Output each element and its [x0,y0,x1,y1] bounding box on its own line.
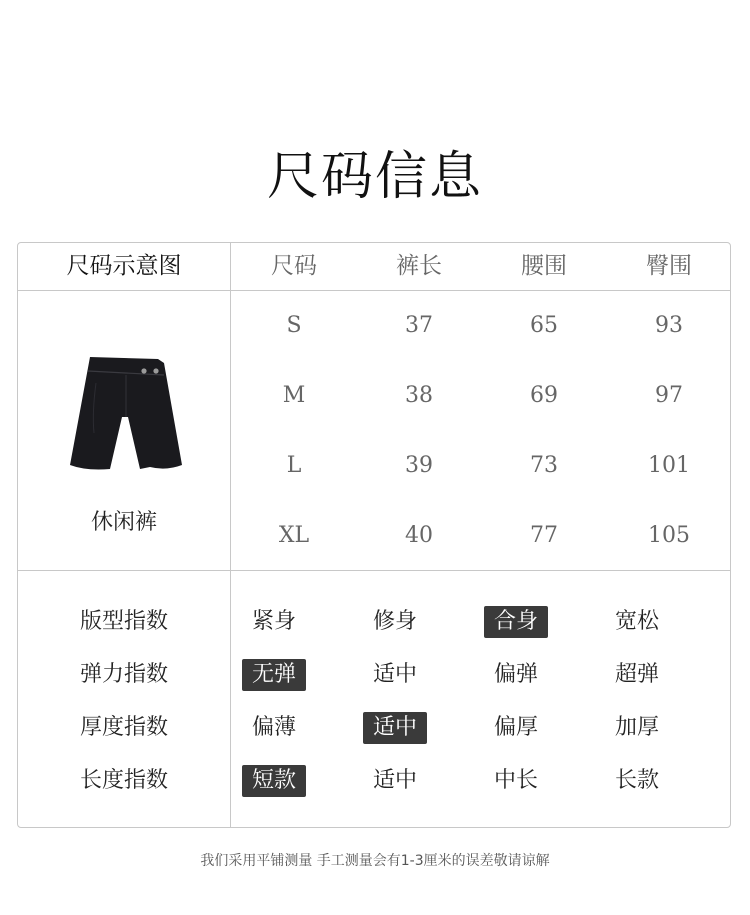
section-divider [18,570,730,571]
measurement-note: 我们采用平铺测量 手工测量会有1-3厘米的误差敬请谅解 [200,853,550,869]
index-label: 长度指数 [79,768,168,793]
index-label: 版型指数 [79,609,168,634]
index-option: 长款 [615,768,660,793]
size-cell-waist: 65 [530,313,558,338]
index-option: 超弹 [615,662,660,687]
index-option: 适中 [373,662,418,687]
column-header-waist: 腰围 [521,253,567,279]
size-cell-hip: 101 [648,453,690,478]
size-cell-waist: 77 [530,523,558,548]
size-cell-waist: 69 [530,383,558,408]
column-divider [230,243,231,827]
size-cell-size: M [282,383,306,408]
size-cell-size: L [286,453,302,478]
size-cell-size: S [286,313,302,338]
page-title: 尺码信息 [266,147,483,207]
index-option: 偏薄 [252,715,297,740]
size-cell-length: 40 [405,523,433,548]
size-cell-waist: 73 [530,453,558,478]
index-option: 中长 [494,768,539,793]
index-option-selected: 短款 [242,765,306,797]
column-header-size: 尺码 [271,253,317,279]
size-cell-hip: 105 [648,523,690,548]
size-cell-size: XL [278,523,310,548]
diagram-header: 尺码示意图 [66,253,182,279]
index-option: 偏弹 [494,662,539,687]
index-option: 加厚 [615,715,660,740]
index-option: 偏厚 [494,715,539,740]
index-label: 弹力指数 [79,662,168,687]
index-option: 适中 [373,768,418,793]
index-option-selected: 适中 [363,712,427,744]
header-divider [18,290,730,291]
size-cell-hip: 97 [655,383,683,408]
index-label: 厚度指数 [79,715,168,740]
size-cell-length: 38 [405,383,433,408]
index-option: 紧身 [252,609,297,634]
size-table [17,242,731,828]
product-label: 休闲裤 [90,510,157,535]
index-option-selected: 合身 [484,606,548,638]
index-option: 修身 [373,609,418,634]
index-option: 宽松 [615,609,660,634]
index-option-selected: 无弹 [242,659,306,691]
shorts-image [66,353,186,473]
size-cell-length: 37 [405,313,433,338]
column-header-hip: 臀围 [646,253,692,279]
size-cell-length: 39 [405,453,433,478]
column-header-length: 裤长 [396,253,442,279]
size-cell-hip: 93 [655,313,683,338]
